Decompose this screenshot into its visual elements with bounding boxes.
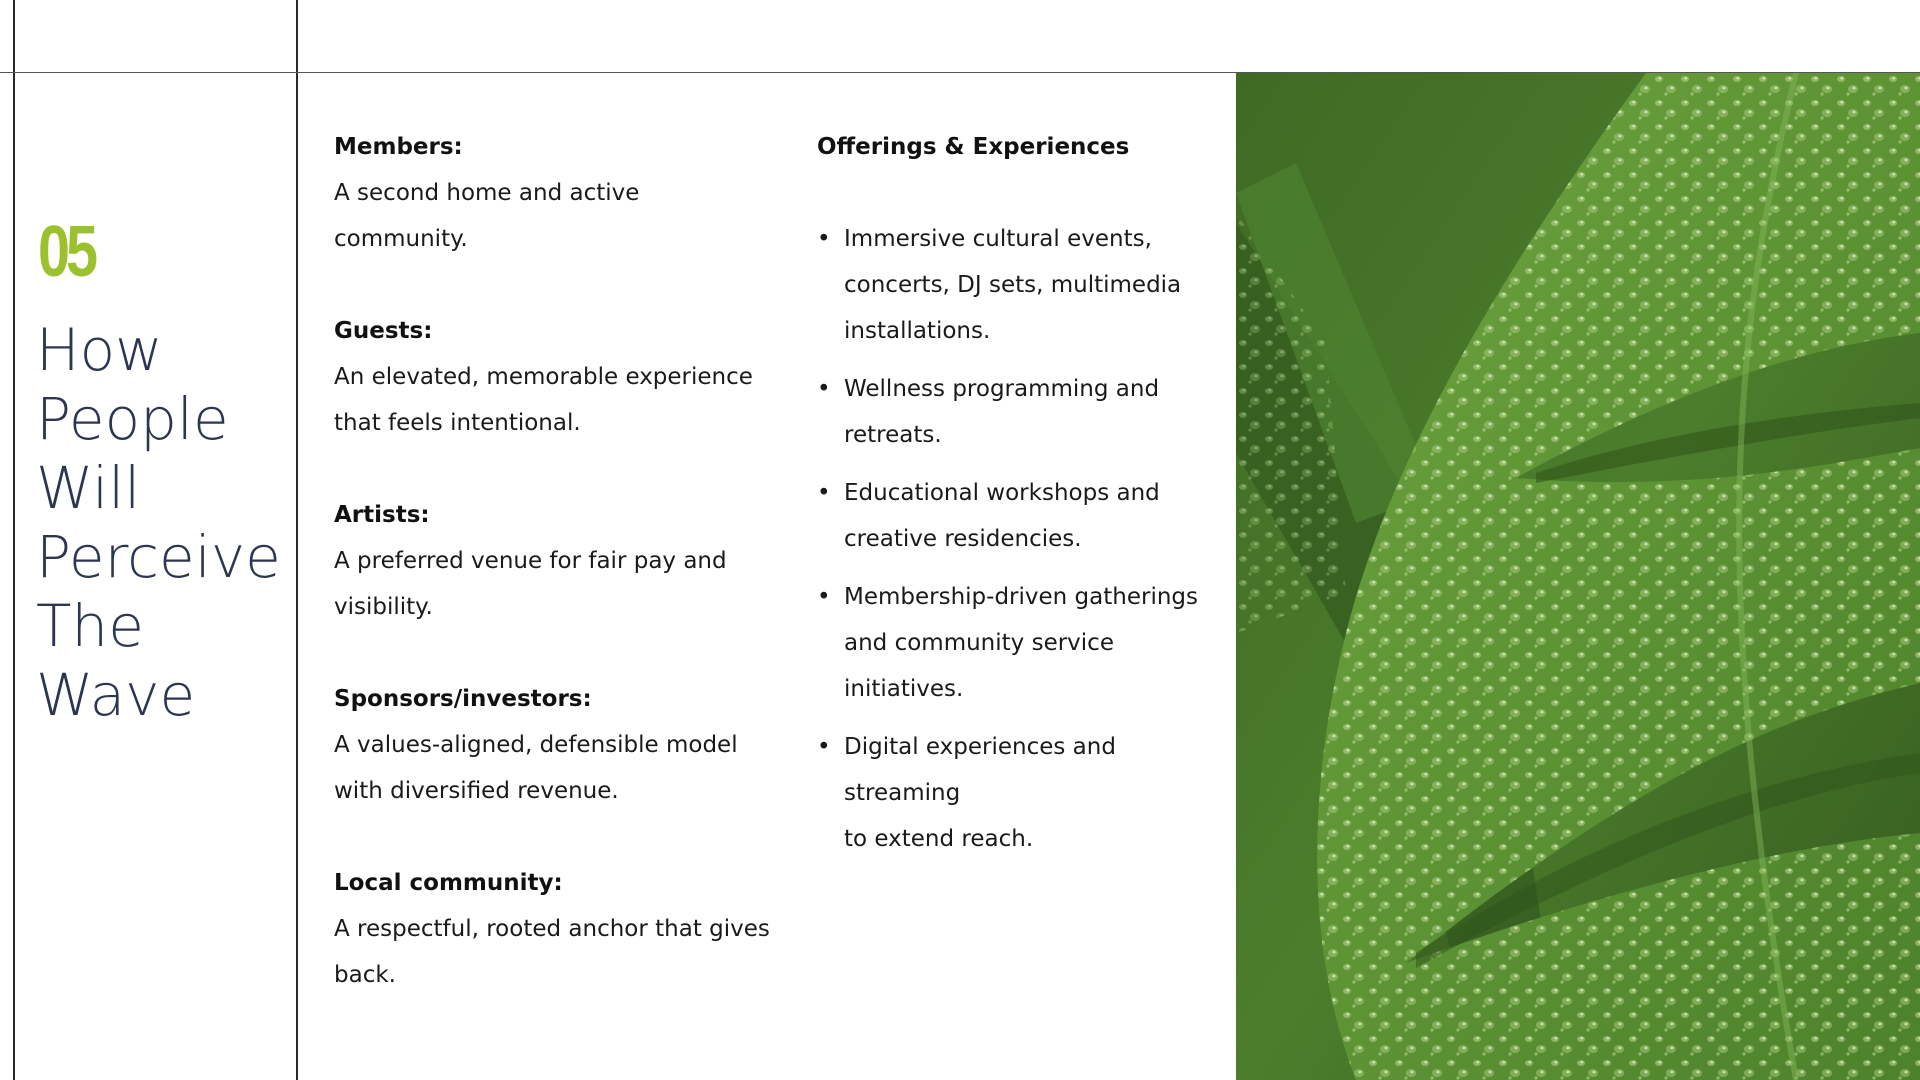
list-item-line: and community service initiatives. xyxy=(844,630,1114,702)
list-item-line: installations. xyxy=(844,318,991,344)
list-item xyxy=(817,216,1237,354)
perception-text: A preferred venue for fair pay and xyxy=(334,548,727,574)
title-line: Perceive xyxy=(36,523,281,591)
section-number: 05 xyxy=(38,212,95,292)
perception-members xyxy=(334,124,774,262)
title-line: Will xyxy=(36,454,141,522)
list-item-line: Digital experiences and streaming xyxy=(844,734,1116,806)
offerings-column xyxy=(817,124,1237,874)
title-line: How xyxy=(36,316,163,384)
title-line: People xyxy=(36,385,229,453)
perception-heading: Guests: xyxy=(334,318,433,344)
list-item-line: Membership-driven gatherings xyxy=(844,584,1198,610)
perception-heading: Artists: xyxy=(334,502,430,528)
perception-text: that feels intentional. xyxy=(334,410,581,436)
list-item-line: retreats. xyxy=(844,422,942,448)
list-item-line: Wellness programming and xyxy=(844,376,1160,402)
list-item xyxy=(817,366,1237,458)
perception-artists xyxy=(334,492,774,630)
perception-text: A second home and active community. xyxy=(334,180,640,252)
perception-local-community xyxy=(334,860,774,998)
list-item xyxy=(817,574,1237,712)
title-line: The xyxy=(36,592,144,660)
perception-heading: Local community: xyxy=(334,870,563,896)
list-item-line: Educational workshops and xyxy=(844,480,1160,506)
list-item xyxy=(817,724,1237,862)
center-divider-line xyxy=(296,0,298,1080)
list-item xyxy=(817,470,1237,562)
list-item-line: creative residencies. xyxy=(844,526,1082,552)
perception-text: visibility. xyxy=(334,594,433,620)
perception-text: A values-aligned, defensible model xyxy=(334,732,738,758)
monstera-leaf-image xyxy=(1236,73,1920,1080)
perception-heading: Members: xyxy=(334,134,463,160)
perception-text: with diversified revenue. xyxy=(334,778,619,804)
perception-text: An elevated, memorable experience xyxy=(334,364,753,390)
offerings-heading: Offerings & Experiences xyxy=(817,134,1130,160)
perception-text: back. xyxy=(334,962,396,988)
bullet-icon: • xyxy=(817,226,831,252)
list-item-line: Immersive cultural events, xyxy=(844,226,1152,252)
bullet-icon: • xyxy=(817,480,831,506)
section-title xyxy=(36,316,296,730)
left-divider-line xyxy=(13,0,15,1080)
bullet-icon: • xyxy=(817,584,831,610)
list-item-line: to extend reach. xyxy=(844,826,1034,852)
list-item-line: concerts, DJ sets, multimedia xyxy=(844,272,1182,298)
perception-heading: Sponsors/investors: xyxy=(334,686,592,712)
title-line: Wave xyxy=(36,661,196,729)
bullet-icon: • xyxy=(817,734,831,760)
perception-guests xyxy=(334,308,774,446)
perceptions-column xyxy=(334,124,774,1044)
perception-sponsors xyxy=(334,676,774,814)
offerings-list xyxy=(817,216,1237,862)
bullet-icon: • xyxy=(817,376,831,402)
perception-text: A respectful, rooted anchor that gives xyxy=(334,916,770,942)
